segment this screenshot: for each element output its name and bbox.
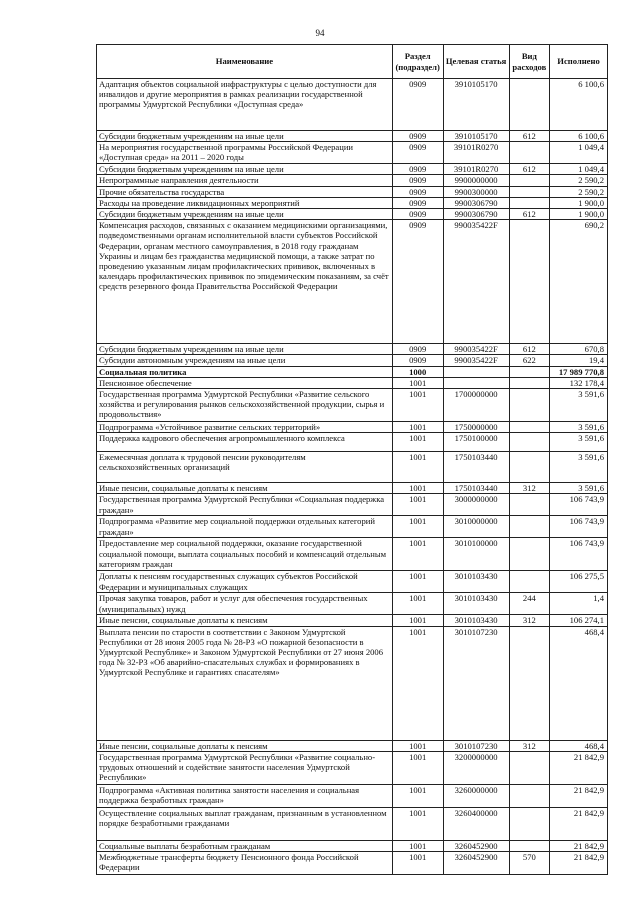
cell-name: Осуществление социальных выплат гражданам, признанным в установленном порядке безработными гражданами [97,807,393,840]
cell-section: 0909 [392,164,443,175]
table-row [97,344,608,355]
cell-type [509,494,549,516]
cell-section: 0909 [392,131,443,142]
cell-done: 1 049,4 [550,142,608,164]
cell-type [509,389,549,422]
cell-type: 612 [509,209,549,220]
cell-target: 1750100000 [443,433,509,452]
header-target: Целевая статья [443,45,509,79]
cell-type [509,377,549,388]
cell-type: 244 [509,593,549,615]
cell-name: Социальная политика [97,366,393,377]
cell-section: 0909 [392,344,443,355]
cell-section: 0909 [392,142,443,164]
table-row [97,131,608,142]
cell-type: 570 [509,852,549,875]
cell-name: Доплаты к пенсиям государственных служащих субъектов Российской Федерации и муниципальных служащих [97,571,393,593]
table-row [97,355,608,366]
cell-type [509,79,549,131]
cell-name: Государственная программа Удмуртской Республики «Социальная поддержка граждан» [97,494,393,516]
cell-done: 19,4 [550,355,608,366]
table-row [97,186,608,197]
cell-done: 17 989 770,8 [550,366,608,377]
cell-done: 6 100,6 [550,131,608,142]
cell-type: 312 [509,740,549,751]
cell-name: Государственная программа Удмуртской Республики «Развитие сельского хозяйства и регулирования рынков сельскохозяйственной продукции, сырья и продовольствия» [97,389,393,422]
cell-done: 670,8 [550,344,608,355]
cell-done: 3 591,6 [550,433,608,452]
cell-done: 3 591,6 [550,452,608,483]
cell-name: Поддержка кадрового обеспечения агропромышленного комплекса [97,433,393,452]
cell-section: 1001 [392,516,443,538]
cell-target: 3010103430 [443,615,509,626]
cell-target: 990035422F [443,355,509,366]
cell-target: 9900306790 [443,197,509,208]
cell-target: 3260452900 [443,852,509,875]
cell-target: 1750000000 [443,422,509,433]
table-row [97,571,608,593]
cell-section: 1001 [392,433,443,452]
cell-done: 3 591,6 [550,483,608,494]
table-row [97,142,608,164]
table-row [97,807,608,840]
cell-section: 0909 [392,186,443,197]
header-name: Наименование [97,45,393,79]
cell-target: 1750103440 [443,452,509,483]
cell-type [509,433,549,452]
cell-type: 612 [509,131,549,142]
table-body [97,79,608,875]
cell-done: 106 743,9 [550,516,608,538]
cell-section: 0909 [392,355,443,366]
header-section: Раздел (подраздел) [392,45,443,79]
cell-type [509,366,549,377]
cell-target [443,377,509,388]
cell-name: Ежемесячная доплата к трудовой пенсии руководителям сельскохозяйственных организаций [97,452,393,483]
cell-target: 3260000000 [443,784,509,807]
cell-done: 468,4 [550,740,608,751]
cell-type [509,538,549,571]
cell-section: 1001 [392,751,443,784]
cell-target: 3010103430 [443,593,509,615]
cell-section: 1001 [392,494,443,516]
cell-name: Субсидии автономным учреждениям на иные цели [97,355,393,366]
table-row [97,626,608,740]
cell-done: 21 842,9 [550,807,608,840]
table-row [97,751,608,784]
cell-target: 39101R0270 [443,142,509,164]
table-row [97,483,608,494]
cell-type: 622 [509,355,549,366]
cell-target: 3910105170 [443,79,509,131]
cell-section: 0909 [392,220,443,344]
cell-done: 106 274,1 [550,615,608,626]
cell-type [509,751,549,784]
table-row [97,209,608,220]
table-row [97,615,608,626]
cell-type: 312 [509,615,549,626]
cell-name: Субсидии бюджетным учреждениям на иные цели [97,131,393,142]
cell-done: 106 275,5 [550,571,608,593]
cell-done: 1 900,0 [550,197,608,208]
cell-section: 1001 [392,593,443,615]
cell-done: 3 591,6 [550,422,608,433]
cell-section: 0909 [392,175,443,186]
cell-section: 1000 [392,366,443,377]
cell-name: Субсидии бюджетным учреждениям на иные цели [97,209,393,220]
cell-name: Иные пенсии, социальные доплаты к пенсиям [97,483,393,494]
cell-section: 1001 [392,615,443,626]
cell-target: 1750103440 [443,483,509,494]
cell-type [509,186,549,197]
table-row [97,422,608,433]
cell-done: 106 743,9 [550,538,608,571]
cell-section: 1001 [392,483,443,494]
cell-section: 0909 [392,79,443,131]
cell-section: 1001 [392,852,443,875]
table-row [97,740,608,751]
cell-done: 21 842,9 [550,852,608,875]
cell-name: Субсидии бюджетным учреждениям на иные цели [97,164,393,175]
cell-type [509,175,549,186]
cell-type [509,626,549,740]
cell-target: 3010100000 [443,538,509,571]
cell-section: 1001 [392,452,443,483]
cell-target: 1700000000 [443,389,509,422]
cell-name: Расходы на проведение ликвидационных мероприятий [97,197,393,208]
cell-done: 2 590,2 [550,175,608,186]
cell-name: Предоставление мер социальной поддержки, оказание государственной социальной помощи, выплата социальных пособий и компенсаций отдельным категориям граждан [97,538,393,571]
cell-type [509,197,549,208]
cell-done: 6 100,6 [550,79,608,131]
cell-section: 0909 [392,197,443,208]
table-row [97,197,608,208]
cell-section: 1001 [392,740,443,751]
cell-name: Прочие обязательства государства [97,186,393,197]
cell-section: 1001 [392,807,443,840]
table-row [97,377,608,388]
cell-section: 1001 [392,626,443,740]
cell-type [509,142,549,164]
table-row [97,784,608,807]
header-type: Вид расходов [509,45,549,79]
cell-target [443,366,509,377]
cell-done: 1 900,0 [550,209,608,220]
cell-type [509,784,549,807]
cell-done: 21 842,9 [550,751,608,784]
table-row [97,538,608,571]
cell-name: Непрограммные направления деятельности [97,175,393,186]
table-row [97,164,608,175]
cell-name: Компенсация расходов, связанных с оказанием медицинскими организациями, подведомственными органам исполнительной власти субъектов Российской Федерации, органам местного самоуправления, в 2018 году гражданам Украины и лицам без гражданства медицинской помощи, а также затрат по проведению указанным лицам профилактических прививок, включенных в календарь профилактических прививок по эпидемическим показаниям, за счёт средств резервного фонда Правительства Российской Федерации [97,220,393,344]
table-row [97,175,608,186]
budget-table [96,44,608,875]
cell-section: 1001 [392,377,443,388]
table-row [97,840,608,851]
cell-name: Межбюджетные трансферты бюджету Пенсионного фонда Российской Федерации [97,852,393,875]
cell-name: Пенсионное обеспечение [97,377,393,388]
cell-done: 468,4 [550,626,608,740]
cell-name: Иные пенсии, социальные доплаты к пенсиям [97,615,393,626]
cell-done: 3 591,6 [550,389,608,422]
cell-target: 3260452900 [443,840,509,851]
cell-target: 9900000000 [443,175,509,186]
table-row [97,389,608,422]
cell-type [509,571,549,593]
cell-target: 990035422F [443,344,509,355]
table-row [97,452,608,483]
cell-target: 39101R0270 [443,164,509,175]
cell-done: 21 842,9 [550,784,608,807]
cell-done: 690,2 [550,220,608,344]
table-row [97,852,608,875]
cell-done: 1 049,4 [550,164,608,175]
cell-done: 132 178,4 [550,377,608,388]
cell-target: 3200000000 [443,751,509,784]
cell-target: 3000000000 [443,494,509,516]
cell-section: 1001 [392,389,443,422]
cell-name: Государственная программа Удмуртской Республики «Развитие социально-трудовых отношений и содействие занятости населения Удмуртской Республики» [97,751,393,784]
table-row [97,433,608,452]
cell-name: Социальные выплаты безработным гражданам [97,840,393,851]
cell-done: 106 743,9 [550,494,608,516]
table-row [97,516,608,538]
cell-target: 3010107230 [443,626,509,740]
cell-done: 21 842,9 [550,840,608,851]
table-row [97,220,608,344]
cell-name: Иные пенсии, социальные доплаты к пенсиям [97,740,393,751]
cell-name: Подпрограмма «Активная политика занятости населения и социальная поддержка безработных граждан» [97,784,393,807]
cell-target: 3010107230 [443,740,509,751]
cell-target: 3010000000 [443,516,509,538]
cell-name: Подпрограмма «Устойчивое развитие сельских территорий» [97,422,393,433]
cell-section: 1001 [392,422,443,433]
cell-type [509,516,549,538]
table-row [97,366,608,377]
header-done: Исполнено [550,45,608,79]
cell-target: 990035422F [443,220,509,344]
cell-type [509,220,549,344]
cell-section: 0909 [392,209,443,220]
cell-name: Адаптация объектов социальной инфраструктуры с целью доступности для инвалидов и другие мероприятия в рамках реализации государственной программы Удмуртской Республики «Доступная среда» [97,79,393,131]
cell-target: 3010103430 [443,571,509,593]
table-row [97,79,608,131]
cell-target: 9900306790 [443,209,509,220]
cell-section: 1001 [392,571,443,593]
cell-section: 1001 [392,538,443,571]
cell-type [509,807,549,840]
cell-type: 312 [509,483,549,494]
cell-done: 1,4 [550,593,608,615]
cell-name: Выплата пенсии по старости в соответствии с Законом Удмуртской Республики от 28 июня 2005 года № 28-РЗ «О пожарной безопасности в Удмуртской Республике» и Законом Удмуртской Республики от 27 июня 2006 года № 32-РЗ «Об аварийно-спасательных службах и формированиях в Удмуртской Республике и гарантиях спасателям» [97,626,393,740]
cell-name: Субсидии бюджетным учреждениям на иные цели [97,344,393,355]
cell-done: 2 590,2 [550,186,608,197]
table-row [97,494,608,516]
cell-type [509,422,549,433]
cell-type [509,840,549,851]
cell-type: 612 [509,164,549,175]
page-number: 94 [315,28,325,38]
cell-name: Подпрограмма «Развитие мер социальной поддержки отдельных категорий граждан» [97,516,393,538]
cell-name: Прочая закупка товаров, работ и услуг для обеспечения государственных (муниципальных) нужд [97,593,393,615]
table-row [97,593,608,615]
table-header-row [97,45,608,79]
cell-type: 612 [509,344,549,355]
cell-section: 1001 [392,840,443,851]
cell-type [509,452,549,483]
cell-target: 3910105170 [443,131,509,142]
cell-target: 3260400000 [443,807,509,840]
cell-section: 1001 [392,784,443,807]
cell-target: 9900300000 [443,186,509,197]
cell-name: На мероприятия государственной программы Российской Федерации «Доступная среда» на 2011 – 2020 годы [97,142,393,164]
